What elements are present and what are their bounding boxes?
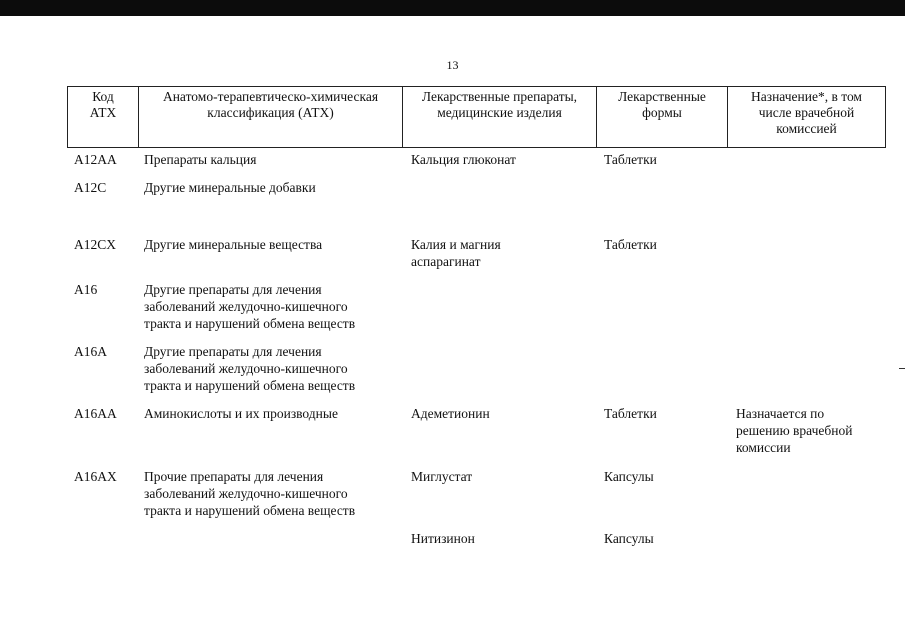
header-purpose: Назначение*, в том числе врачебной комиссией	[751, 89, 862, 136]
row-form: Таблетки	[604, 406, 657, 421]
row-drug: Адеметионин	[411, 406, 490, 421]
row-form: Таблетки	[604, 152, 657, 167]
row-atc-name: Аминокислоты и их производные	[144, 406, 338, 421]
row-atc-name: Прочие препараты для лечения заболеваний желудочно-кишечного тракта и нарушений обмена веществ	[144, 469, 356, 518]
row-atc-name: Другие препараты для лечения заболеваний желудочно-кишечного тракта и нарушений обмена веществ	[144, 282, 356, 331]
row-form: Таблетки	[604, 237, 657, 252]
row-note: Назначается по решению врачебной комиссии	[736, 406, 853, 455]
table-header	[67, 86, 886, 148]
header-drugs: Лекарственные препараты, медицинские изделия	[403, 87, 597, 147]
page-number: 13	[446, 58, 459, 72]
row-atc-name: Другие препараты для лечения заболеваний желудочно-кишечного тракта и нарушений обмена веществ	[144, 344, 356, 393]
row-code: A16A	[74, 344, 107, 359]
row-drug: Нитизинон	[411, 531, 475, 546]
scan-top-border	[0, 0, 905, 16]
row-drug: Миглустат	[411, 469, 473, 484]
row-code: A12C	[74, 180, 107, 195]
row-atc-name: Препараты кальция	[144, 152, 257, 167]
row-atc-name: Другие минеральные вещества	[144, 237, 323, 252]
row-form: Капсулы	[604, 469, 654, 484]
row-drug: Калия и магния аспарагинат	[411, 237, 501, 269]
row-code: A16	[74, 282, 98, 297]
row-code: A16AX	[74, 469, 117, 484]
row-drug: Кальция глюконат	[411, 152, 516, 167]
row-code: A12AA	[74, 152, 117, 167]
row-code: A12CX	[74, 237, 117, 252]
row-atc-name: Другие минеральные добавки	[144, 180, 316, 195]
scan-margin-mark	[899, 368, 905, 369]
header-code: Код АТХ	[68, 87, 139, 147]
row-form: Капсулы	[604, 531, 654, 546]
header-forms: Лекарственные формы	[597, 87, 728, 147]
row-code: A16AA	[74, 406, 117, 421]
header-atc: Анатомо-терапевтическо-химическая классификация (АТХ)	[139, 87, 403, 147]
